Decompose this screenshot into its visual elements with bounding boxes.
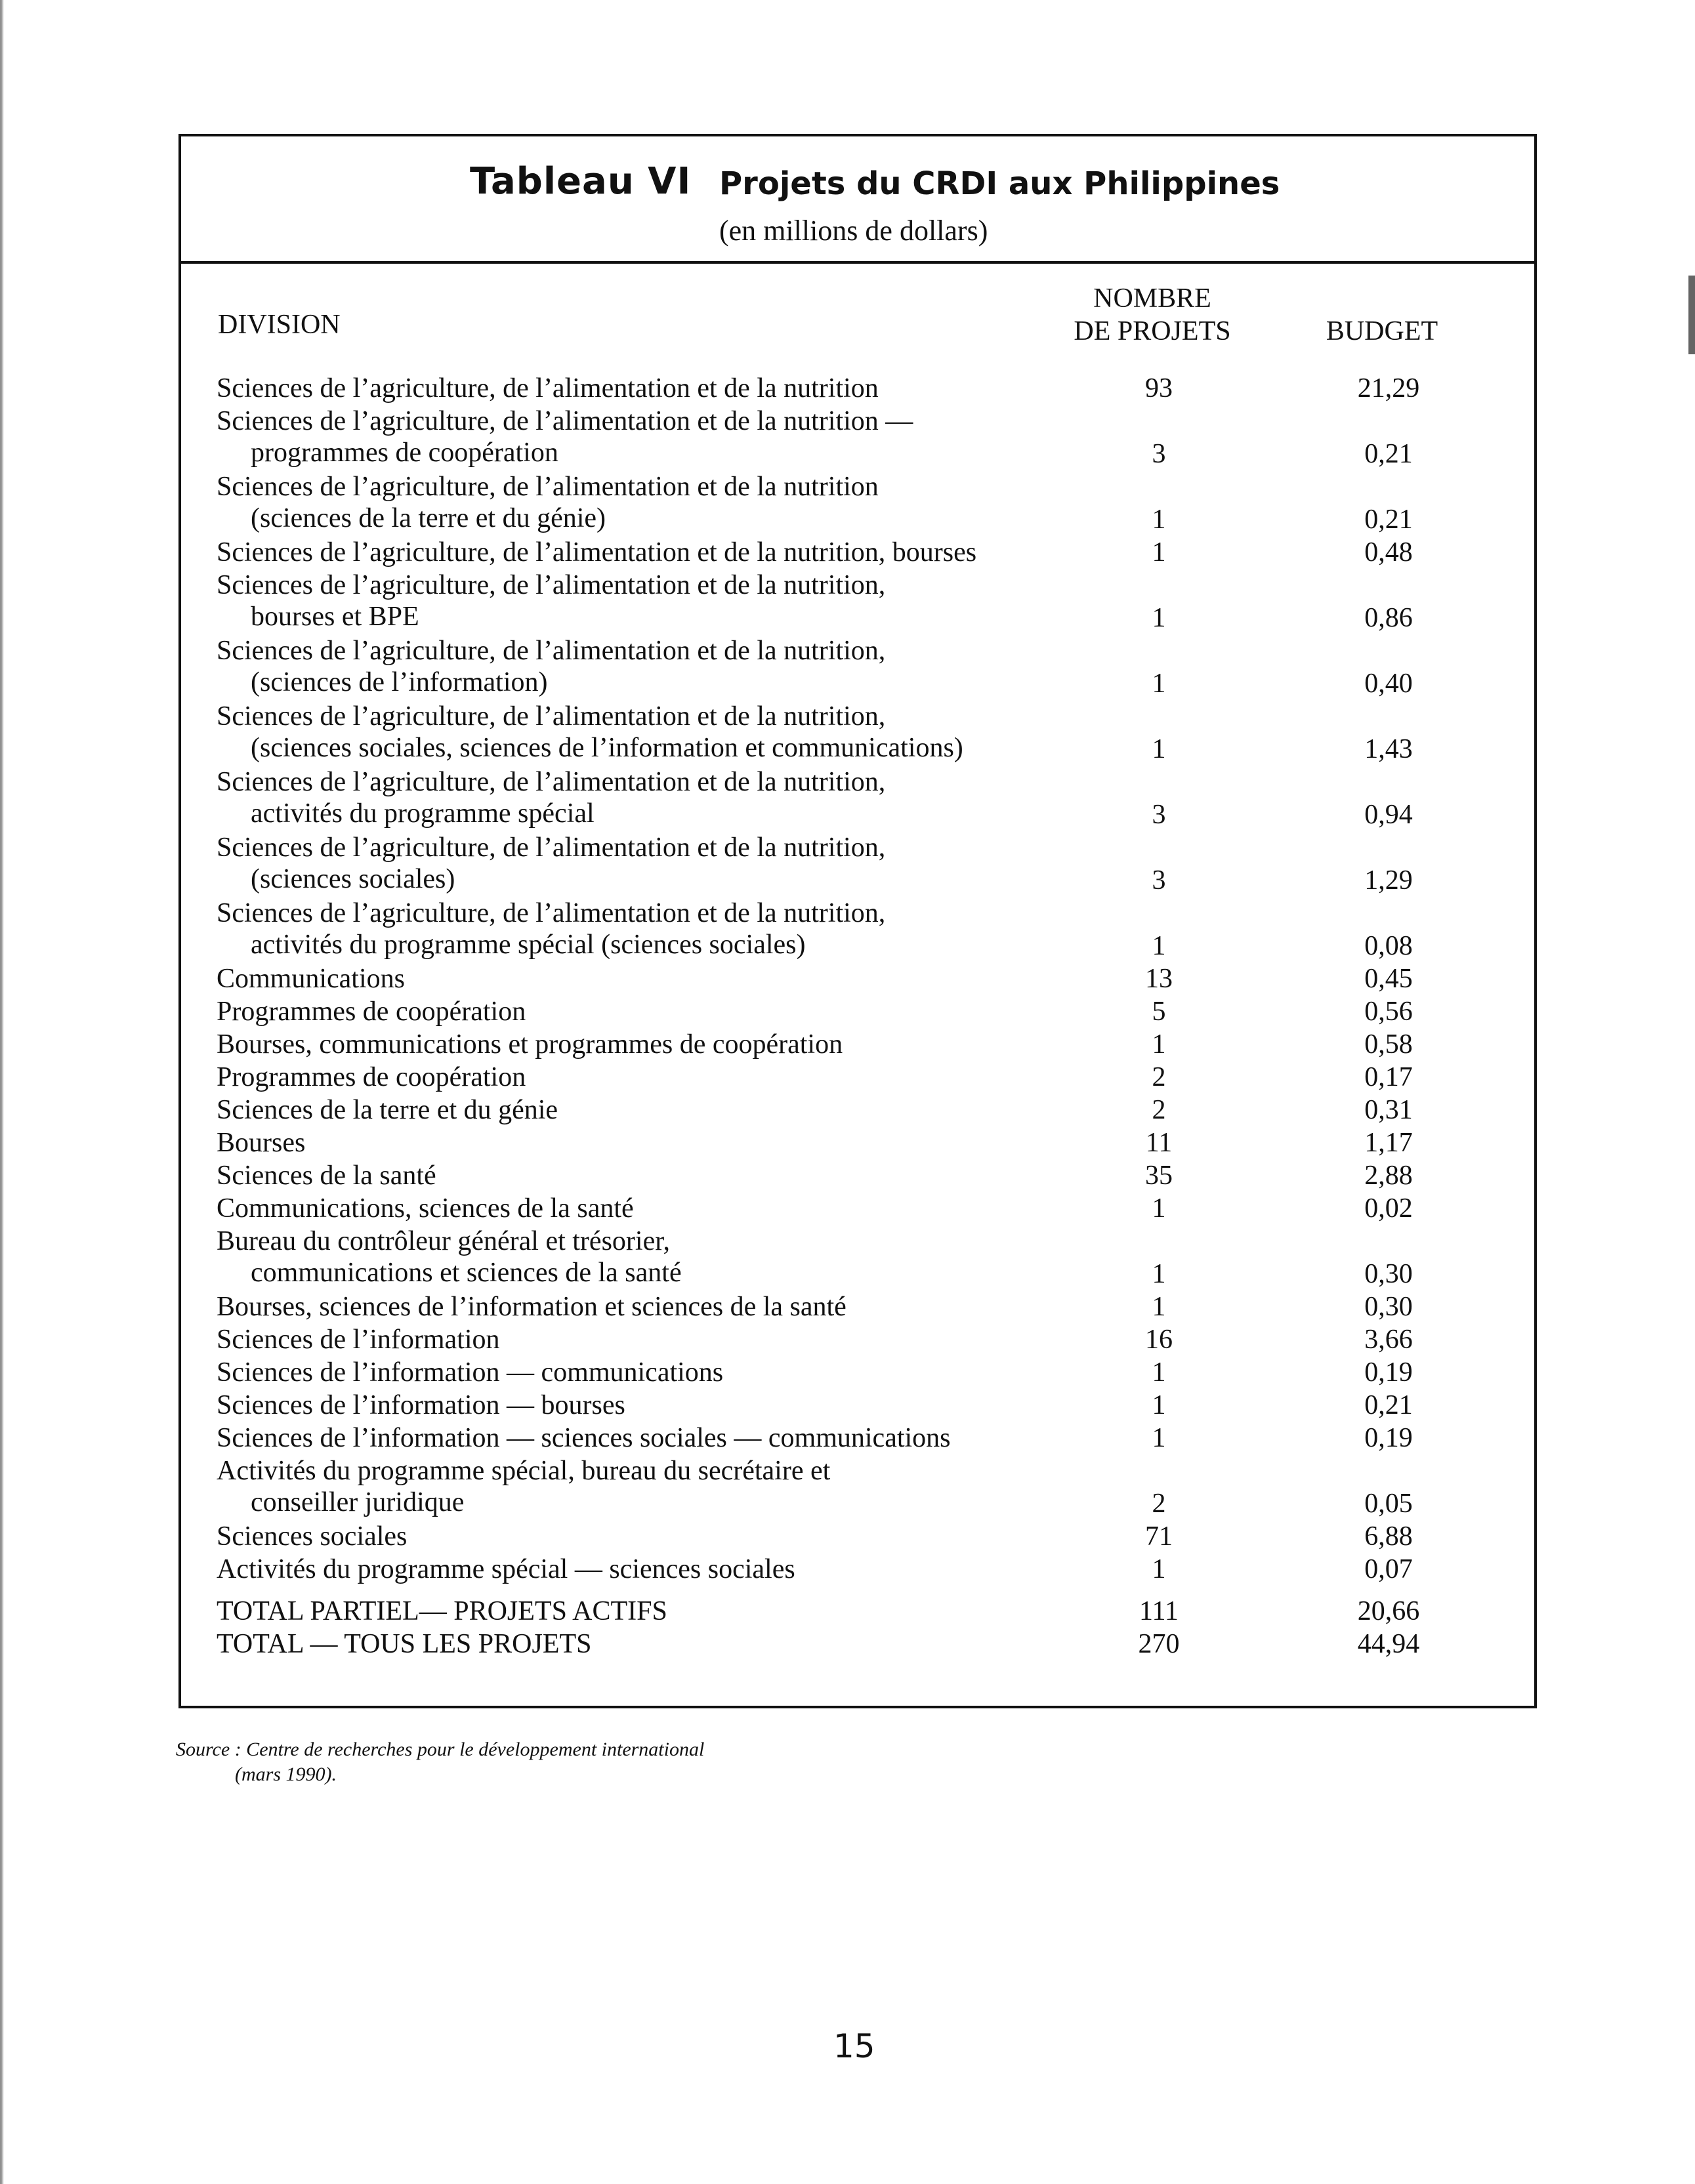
division-text: bourses et BPE [251, 602, 419, 632]
division-text: communications et sciences de la santé [251, 1258, 682, 1288]
division-cell [217, 832, 1135, 895]
nombre-cell: 1 [1152, 505, 1166, 535]
division-cell [217, 1061, 1135, 1093]
nombre-cell: 1 [1152, 537, 1166, 567]
nombre-cell: 1 [1152, 931, 1166, 961]
column-header-budget: BUDGET [1326, 316, 1438, 346]
column-header-nombre-line1: NOMBRE [1093, 283, 1211, 314]
division-text: Sciences de l’agriculture, de l’alimentation et de la nutrition, bourses [217, 537, 977, 567]
budget-cell: 0,30 [1364, 1292, 1413, 1322]
table-label: Tableau VI [470, 160, 692, 203]
division-cell [217, 1628, 1135, 1660]
division-cell [217, 1160, 1135, 1191]
nombre-cell: 2 [1152, 1095, 1166, 1125]
division-text: Programmes de coopération [217, 997, 526, 1027]
budget-cell: 0,31 [1364, 1095, 1413, 1125]
nombre-cell: 1 [1152, 669, 1166, 699]
nombre-cell: 1 [1152, 1390, 1166, 1420]
table-title-area [181, 136, 1534, 264]
budget-cell: 0,02 [1364, 1193, 1413, 1224]
nombre-cell: 2 [1152, 1489, 1166, 1519]
division-cell [217, 1554, 1135, 1585]
budget-cell: 0,58 [1364, 1029, 1413, 1060]
nombre-cell: 1 [1152, 1554, 1166, 1584]
division-cell [217, 1226, 1135, 1288]
budget-cell: 0,17 [1364, 1062, 1413, 1092]
budget-cell: 20,66 [1357, 1596, 1420, 1626]
nombre-cell: 5 [1152, 997, 1166, 1027]
budget-cell: 44,94 [1357, 1629, 1420, 1659]
table-title: Projets du CRDI aux Philippines [719, 165, 1280, 202]
data-table [178, 134, 1537, 1708]
nombre-cell: 1 [1152, 1029, 1166, 1060]
source-line-2: (mars 1990). [235, 1763, 337, 1785]
nombre-cell: 3 [1152, 865, 1166, 896]
source-note [176, 1737, 704, 1787]
column-header-nombre-line2: DE PROJETS [1074, 316, 1231, 346]
nombre-cell: 35 [1145, 1161, 1173, 1191]
budget-cell: 21,29 [1357, 373, 1420, 403]
division-cell [217, 537, 1135, 568]
division-text: Communications [217, 964, 405, 994]
division-cell [217, 1127, 1135, 1159]
division-text: (sciences de la terre et du génie) [251, 503, 606, 533]
nombre-cell: 93 [1145, 373, 1173, 403]
division-text: Sciences de l’information — communications [217, 1357, 724, 1388]
division-text: Sciences de l’agriculture, de l’alimentation et de la nutrition — [217, 406, 913, 436]
budget-cell: 1,29 [1364, 865, 1413, 896]
division-text: Sciences de l’agriculture, de l’alimentation et de la nutrition [217, 373, 879, 403]
budget-cell: 3,66 [1364, 1325, 1413, 1355]
division-text: Bureau du contrôleur général et trésorier, [217, 1226, 671, 1256]
budget-cell: 0,05 [1364, 1489, 1413, 1519]
division-text: Bourses, sciences de l’information et sciences de la santé [217, 1292, 847, 1322]
division-cell [217, 569, 1135, 632]
division-text: Sciences sociales [217, 1521, 408, 1552]
budget-cell: 0,48 [1364, 537, 1413, 567]
budget-cell: 1,43 [1364, 734, 1413, 764]
budget-cell: 1,17 [1364, 1128, 1413, 1158]
division-text: Communications, sciences de la santé [217, 1193, 634, 1224]
division-text: Activités du programme spécial, bureau du secrétaire et [217, 1456, 831, 1486]
division-cell [217, 701, 1135, 764]
division-text: Bourses, communications et programmes de coopération [217, 1029, 843, 1060]
division-cell [217, 1029, 1135, 1060]
division-text: Sciences de l’agriculture, de l’alimentation et de la nutrition, [217, 701, 886, 731]
division-cell [217, 1357, 1135, 1388]
column-header-nombre [1067, 282, 1238, 348]
division-text: Sciences de l’agriculture, de l’alimentation et de la nutrition, [217, 767, 886, 797]
budget-cell: 6,88 [1364, 1521, 1413, 1552]
division-cell [217, 635, 1135, 698]
budget-cell: 0,56 [1364, 997, 1413, 1027]
division-text: Sciences de la santé [217, 1161, 436, 1191]
nombre-cell: 71 [1145, 1521, 1173, 1552]
division-text: Sciences de l’agriculture, de l’alimentation et de la nutrition, [217, 833, 886, 863]
nombre-cell: 1 [1152, 1193, 1166, 1224]
budget-cell: 0,21 [1364, 505, 1413, 535]
division-text: Sciences de l’information [217, 1325, 500, 1355]
budget-cell: 0,07 [1364, 1554, 1413, 1584]
source-line-1: Source : Centre de recherches pour le développement international [176, 1739, 705, 1760]
division-cell [217, 1422, 1135, 1454]
nombre-cell: 270 [1138, 1629, 1180, 1659]
division-cell [217, 766, 1135, 829]
division-text: Sciences de l’agriculture, de l’alimentation et de la nutrition, [217, 636, 886, 666]
division-cell [217, 963, 1135, 995]
division-cell [217, 373, 1135, 404]
division-cell [217, 1596, 1135, 1627]
division-text: (sciences de l’information) [251, 667, 548, 697]
table-subtitle: (en millions de dollars) [719, 215, 988, 247]
nombre-cell: 3 [1152, 800, 1166, 830]
division-text: TOTAL PARTIEL— PROJETS ACTIFS [217, 1596, 667, 1626]
budget-cell: 2,88 [1364, 1161, 1413, 1191]
division-text: (sciences sociales) [251, 864, 455, 894]
division-text: conseiller juridique [251, 1487, 465, 1517]
division-text: Sciences de la terre et du génie [217, 1095, 558, 1125]
page-number: 15 [833, 2027, 875, 2065]
budget-cell: 0,40 [1364, 669, 1413, 699]
column-header-division: DIVISION [218, 310, 341, 340]
nombre-cell: 1 [1152, 734, 1166, 764]
division-cell [217, 471, 1135, 534]
budget-cell: 0,21 [1364, 439, 1413, 469]
nombre-cell: 1 [1152, 1423, 1166, 1453]
division-cell [217, 405, 1135, 468]
division-text: Sciences de l’agriculture, de l’alimentation et de la nutrition, [217, 570, 886, 600]
nombre-cell: 16 [1145, 1325, 1173, 1355]
scan-edge [0, 0, 4, 2184]
budget-cell: 0,19 [1364, 1423, 1413, 1453]
nombre-cell: 1 [1152, 603, 1166, 633]
division-cell [217, 897, 1135, 960]
nombre-cell: 11 [1145, 1128, 1173, 1158]
division-cell [217, 1094, 1135, 1126]
nombre-cell: 3 [1152, 439, 1166, 469]
division-text: programmes de coopération [251, 438, 558, 468]
division-text: (sciences sociales, sciences de l’information et communications) [251, 733, 963, 763]
budget-cell: 0,86 [1364, 603, 1413, 633]
division-text: Bourses [217, 1128, 306, 1158]
division-text: Sciences de l’agriculture, de l’alimentation et de la nutrition, [217, 898, 886, 928]
budget-cell: 0,08 [1364, 931, 1413, 961]
division-text: activités du programme spécial [251, 798, 595, 829]
division-text: Sciences de l’agriculture, de l’alimentation et de la nutrition [217, 472, 879, 502]
nombre-cell: 1 [1152, 1292, 1166, 1322]
nombre-cell: 111 [1139, 1596, 1179, 1626]
division-cell [217, 1455, 1135, 1518]
division-cell [217, 1291, 1135, 1323]
scan-edge-mark [1688, 276, 1695, 354]
division-cell [217, 1324, 1135, 1355]
division-cell [217, 1193, 1135, 1224]
division-text: Sciences de l’information — sciences sociales — communications [217, 1423, 951, 1453]
nombre-cell: 13 [1145, 964, 1173, 994]
division-text: Programmes de coopération [217, 1062, 526, 1092]
budget-cell: 0,30 [1364, 1259, 1413, 1289]
division-cell [217, 996, 1135, 1027]
budget-cell: 0,45 [1364, 964, 1413, 994]
nombre-cell: 1 [1152, 1259, 1166, 1289]
division-text: Sciences de l’information — bourses [217, 1390, 625, 1420]
nombre-cell: 2 [1152, 1062, 1166, 1092]
nombre-cell: 1 [1152, 1357, 1166, 1388]
division-cell [217, 1390, 1135, 1421]
division-text: TOTAL — TOUS LES PROJETS [217, 1629, 592, 1659]
budget-cell: 0,21 [1364, 1390, 1413, 1420]
division-cell [217, 1521, 1135, 1552]
division-text: Activités du programme spécial — sciences sociales [217, 1554, 795, 1584]
division-text: activités du programme spécial (sciences sociales) [251, 930, 806, 960]
budget-cell: 0,19 [1364, 1357, 1413, 1388]
budget-cell: 0,94 [1364, 800, 1413, 830]
